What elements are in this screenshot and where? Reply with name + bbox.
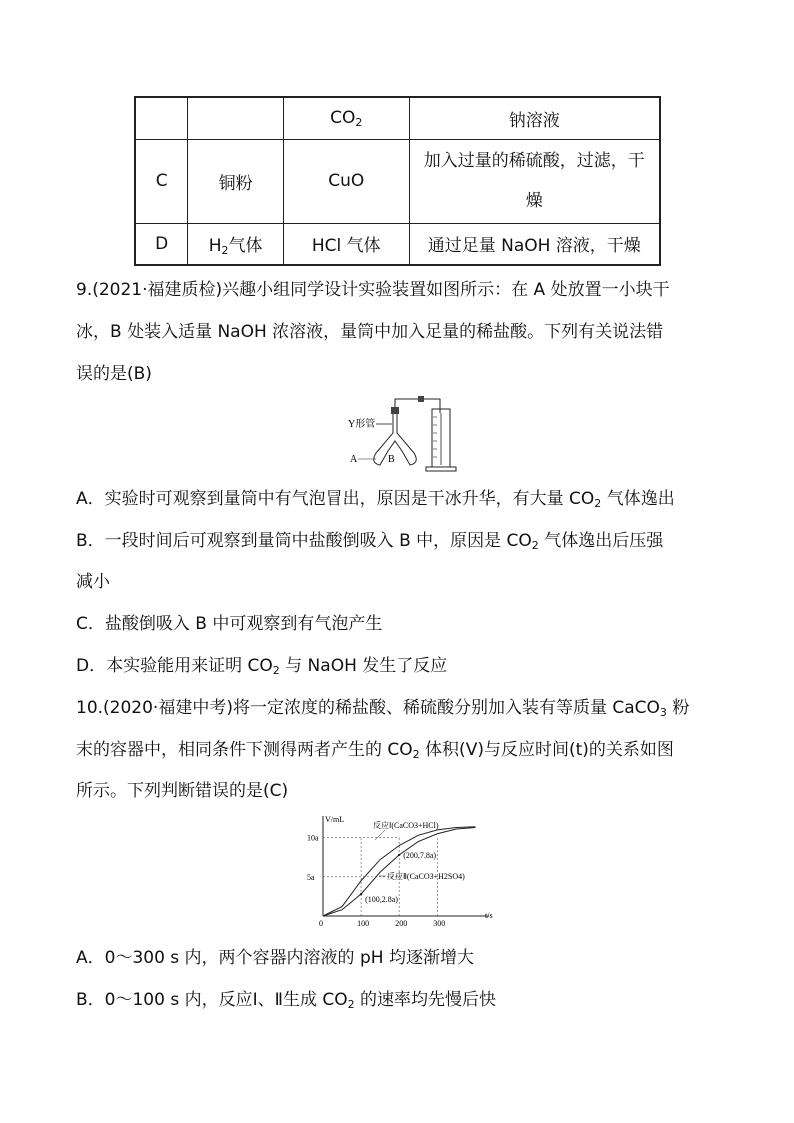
options-table xyxy=(134,96,661,266)
q10-stem-line3: 所示。下列判断错误的是(C) xyxy=(76,781,289,801)
x-tick-label: 0 xyxy=(319,919,323,928)
table-row xyxy=(135,139,660,223)
q10-option-b: B．0～100 s 内，反应Ⅰ、Ⅱ生成 $CO_2$ 的速率均先慢后快 xyxy=(76,990,497,1011)
label-b: B xyxy=(388,454,395,465)
x-tick-label: 300 xyxy=(433,919,446,928)
series-label: 反应Ⅱ(CaCO3+H2SO4) xyxy=(387,872,465,881)
row-label: D xyxy=(135,223,188,265)
q9-option-a: A．实验时可观察到量筒中有气泡冒出，原因是干冰升华，有大量 $CO_2$ 气体逸出 xyxy=(76,489,675,510)
row-label: C xyxy=(135,139,188,223)
table-row xyxy=(135,97,660,139)
x-tick-label: 200 xyxy=(395,919,408,928)
series-label: 反应Ⅰ(CaCO3+HCl) xyxy=(373,821,439,830)
q10-option-a: A．0～300 s 内，两个容器内溶液的 pH 均逐渐增大 xyxy=(76,948,474,968)
q10-stem-line2: 末的容器中，相同条件下测得两者产生的 $CO_2$ 体积(V)与反应时间(t)的关系如图 xyxy=(76,740,674,761)
q10-volume-time-chart xyxy=(295,812,495,928)
cell: CuO xyxy=(283,139,409,223)
data-point xyxy=(398,854,400,856)
data-point xyxy=(360,893,362,895)
clamp-icon xyxy=(418,396,424,402)
leader-line xyxy=(375,830,385,840)
annotation: (200,7.8a) xyxy=(403,850,437,860)
cell: 钠溶液 xyxy=(409,97,660,139)
cell: 通过足量 NaOH 溶液，干燥 xyxy=(409,223,660,265)
q9-stem-line3: 误的是(B) xyxy=(76,364,152,384)
cell: $H_2$气体 xyxy=(188,223,284,265)
annotation: (100,2.8a) xyxy=(365,895,398,905)
cell: 铜粉 xyxy=(188,139,284,223)
q9-apparatus-figure xyxy=(340,395,470,473)
x-axis-label: t/s xyxy=(485,911,493,920)
cell: 加入过量的稀硫酸，过滤，干 燥 xyxy=(409,139,660,223)
y-tick-label: 10a xyxy=(307,833,319,843)
stopper-icon xyxy=(391,407,399,414)
x-tick-label: 100 xyxy=(357,919,370,928)
q9-option-b-line2: 减小 xyxy=(76,572,110,592)
q9-option-d: D．本实验能用来证明 $CO_2$ 与 NaOH 发生了反应 xyxy=(76,656,448,677)
y-tick-label: 5a xyxy=(307,872,315,882)
cell: HCl 气体 xyxy=(283,223,409,265)
q9-option-c: C．盐酸倒吸入 B 中可观察到有气泡产生 xyxy=(76,614,383,634)
q9-stem-line2: 冰，B 处装入适量 NaOH 浓溶液，量筒中加入足量的稀盐酸。下列有关说法错 xyxy=(76,322,664,342)
table-row xyxy=(135,223,660,265)
y-axis-label: V/mL xyxy=(325,815,345,824)
y-tube-label: Y形管 xyxy=(348,419,376,430)
label-a: A xyxy=(350,454,358,465)
q9-option-b: B．一段时间后可观察到量筒中盐酸倒吸入 B 中，原因是 $CO_2$ 气体逸出后压强 xyxy=(76,531,664,552)
q9-stem-line1: 9.(2021·福建质检)兴趣小组同学设计实验装置如图所示：在 A 处放置一小块干 xyxy=(76,280,670,300)
q10-stem-line1: 10.(2020·福建中考)将一定浓度的稀盐酸、稀硫酸分别加入装有等质量 CaCO$_3$ 粉 xyxy=(76,698,690,719)
cell: $CO_2$ xyxy=(283,97,409,139)
